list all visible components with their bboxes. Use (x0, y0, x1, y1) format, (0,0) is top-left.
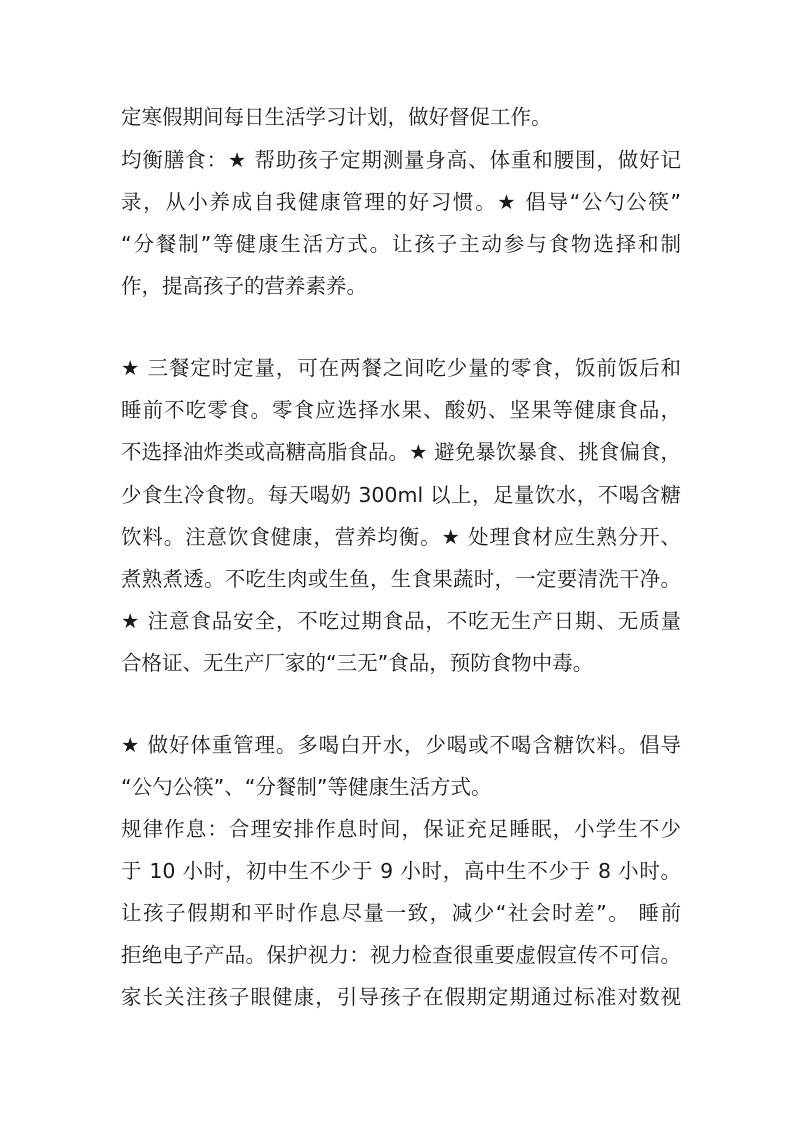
text-line: 少食生冷食物。每天喝奶 300ml 以上，足量饮水，不喝含糖 (121, 483, 681, 507)
text-line: 定寒假期间每日生活学习计划，做好督促工作。 (121, 105, 552, 129)
text-line: 合格证、无生产厂家的“三无”食品，预防食物中毒。 (121, 651, 594, 675)
text-line: 睡前不吃零食。零食应选择水果、酸奶、坚果等健康食品， (121, 398, 681, 422)
text-line: 录，从小养成自我健康管理的好习惯。★ 倡导“公勺公筷” (121, 190, 681, 214)
text-line: 规律作息：合理安排作息时间，保证充足睡眠，小学生不少 (121, 817, 681, 841)
text-line: 让孩子假期和平时作息尽量一致，减少“社会时差”。 睡前 (121, 901, 681, 925)
text-line: “分餐制”等健康生活方式。让孩子主动参与食物选择和制 (121, 232, 681, 256)
text-line: ★ 做好体重管理。多喝白开水，少喝或不喝含糖饮料。倡导 (121, 733, 681, 757)
text-line: 饮料。注意饮食健康，营养均衡。★ 处理食材应生熟分开、 (121, 525, 681, 549)
text-line: 拒绝电子产品。保护视力：视力检查很重要虚假宣传不可信。 (121, 943, 681, 967)
text-line: 家长关注孩子眼健康，引导孩子在假期定期通过标准对数视 (121, 985, 681, 1009)
text-line: “公勺公筷”、“分餐制”等健康生活方式。 (121, 775, 492, 799)
text-line: ★ 注意食品安全，不吃过期食品，不吃无生产日期、无质量 (121, 609, 681, 633)
text-line: 于 10 小时，初中生不少于 9 小时，高中生不少于 8 小时。 (121, 859, 681, 883)
text-line: 不选择油炸类或高糖高脂食品。★ 避免暴饮暴食、挑食偏食， (121, 440, 681, 464)
text-line: 作，提高孩子的营养素养。 (121, 274, 367, 298)
text-line: 均衡膳食：★ 帮助孩子定期测量身高、体重和腰围，做好记 (121, 148, 681, 172)
text-line: 煮熟煮透。不吃生肉或生鱼，生食果蔬时，一定要清洗干净。 (121, 567, 681, 591)
text-line: ★ 三餐定时定量，可在两餐之间吃少量的零食，饭前饭后和 (121, 356, 681, 380)
